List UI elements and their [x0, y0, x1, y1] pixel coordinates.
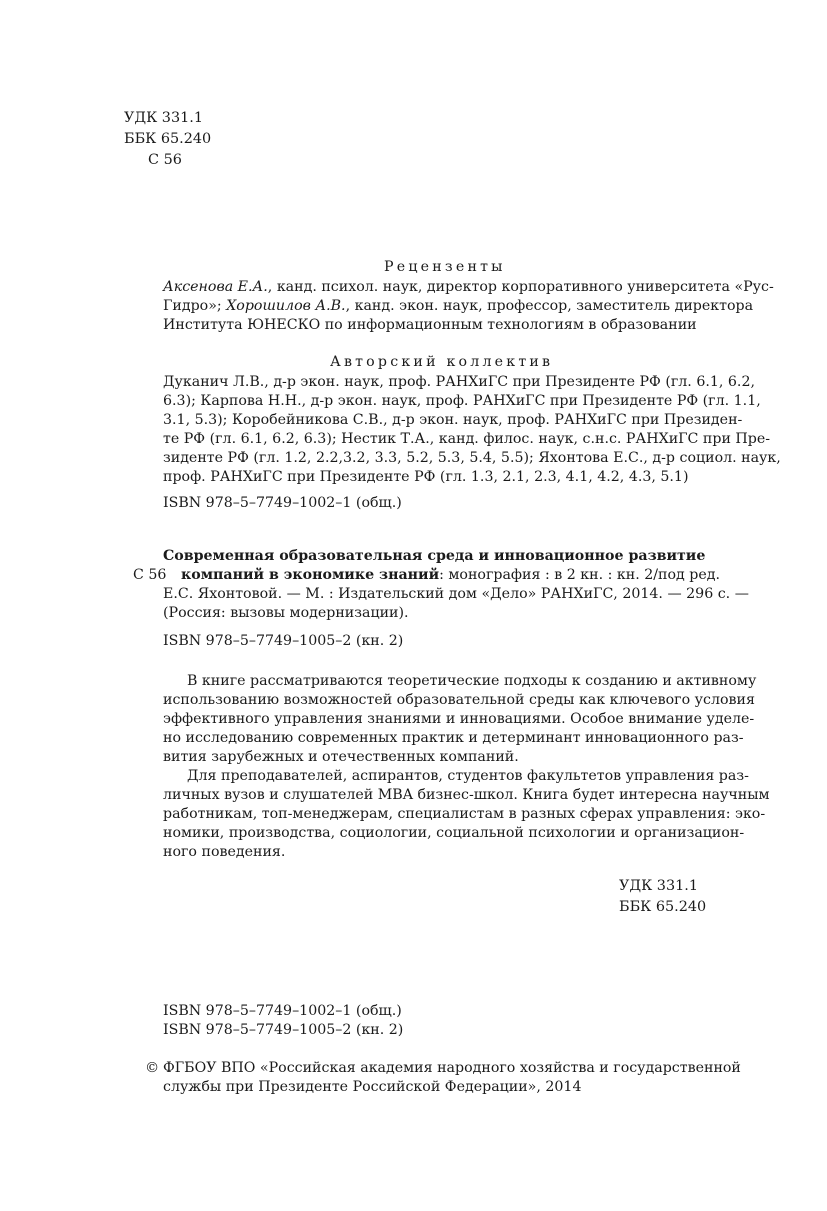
abstract-line: эффективного управления знаниями и инновациями. Особое внимание уделе-	[163, 711, 755, 727]
abstract-line: использованию возможностей образовательной среды как ключевого условия	[163, 692, 755, 708]
reviewer-name-1: Аксенова Е.А.	[163, 279, 268, 295]
authors-line: Дуканич Л.В., д-р экон. наук, проф. РАНХиГС при Президенте РФ (гл. 6.1, 6.2,	[163, 374, 755, 390]
bbk-code: ББК 65.240	[124, 131, 212, 147]
abstract-line: В книге рассматриваются теоретические подходы к созданию и активному	[187, 673, 757, 689]
book-title-line-2: компаний в экономике знаний: монография : в 2 кн. : кн. 2/под ред.	[181, 567, 721, 583]
reviewers-heading: Рецензенты	[384, 259, 506, 275]
abstract-line: личных вузов и слушателей MBA бизнес-школ. Книга будет интересна научным	[163, 787, 770, 803]
reviewers-line-2: Гидро»; Хорошилов А.В., канд. экон. наук, профессор, заместитель директора	[163, 298, 754, 314]
book-mark: С 56	[133, 567, 167, 583]
udk-code: УДК 331.1	[124, 110, 204, 126]
reviewers-line-1: Аксенова Е.А., канд. психол. наук, директор корпоративного университета «Рус-	[163, 279, 774, 295]
book-title-line-1: Современная образовательная среда и инновационное развитие	[163, 548, 706, 564]
copyright-line-2: службы при Президенте Российской Федерации», 2014	[163, 1079, 582, 1095]
authors-line: зиденте РФ (гл. 1.2, 2.2,3.2, 3.3, 5.2, 5.3, 5.4, 5.5); Яхонтова Е.С., д-р социол. наук,	[163, 450, 781, 466]
abstract-line: но исследованию современных практик и детерминант инновационного раз-	[163, 730, 744, 746]
book-imprint: Е.С. Яхонтовой. — М. : Издательский дом «Дело» РАНХиГС, 2014. — 296 с. —	[163, 586, 749, 602]
authors-line: проф. РАНХиГС при Президенте РФ (гл. 1.3, 2.1, 2.3, 4.1, 4.2, 4.3, 5.1)	[163, 469, 689, 485]
authors-line: 3.1, 5.3); Коробейникова С.В., д-р экон. наук, проф. РАНХиГС при Президен-	[163, 412, 743, 428]
abstract-line: номики, производства, социологии, социальной психологии и организацион-	[163, 825, 745, 841]
authors-heading: Авторский коллектив	[330, 354, 554, 370]
abstract-line: Для преподавателей, аспирантов, студентов факультетов управления раз-	[187, 768, 749, 784]
authors-line: те РФ (гл. 6.1, 6.2, 6.3); Нестик Т.А., канд. филос. наук, с.н.с. РАНХиГС при Пре-	[163, 431, 771, 447]
abstract-line: вития зарубежных и отечественных компаний.	[163, 749, 519, 765]
isbn-line-1: ISBN 978–5–7749–1002–1 (общ.)	[163, 1003, 402, 1019]
authors-isbn: ISBN 978–5–7749–1002–1 (общ.)	[163, 495, 402, 511]
bbk-code: ББК 65.240	[619, 899, 707, 915]
copyright-symbol: ©	[145, 1060, 160, 1076]
classification-bottom	[619, 876, 706, 918]
abstract-line: ного поведения.	[163, 844, 286, 860]
isbn-line-2: ISBN 978–5–7749–1005–2 (кн. 2)	[163, 1022, 404, 1038]
book-isbn: ISBN 978–5–7749–1005–2 (кн. 2)	[163, 633, 404, 649]
book-series: (Россия: вызовы модернизации).	[163, 605, 409, 621]
authors-line: 6.3); Карпова Н.Н., д-р экон. наук, проф. РАНХиГС при Президенте РФ (гл. 1.1,	[163, 393, 761, 409]
classification-top	[124, 108, 211, 171]
copyright-line-1: ФГБОУ ВПО «Российская академия народного хозяйства и государственной	[163, 1060, 741, 1076]
author-mark: С 56	[148, 152, 182, 168]
abstract-line: работникам, топ-менеджерам, специалистам в разных сферах управления: эко-	[163, 806, 766, 822]
reviewer-name-2: Хорошилов А.В.	[226, 298, 346, 314]
udk-code: УДК 331.1	[619, 878, 699, 894]
reviewers-line-3: Института ЮНЕСКО по информационным технологиям в образовании	[163, 317, 697, 333]
